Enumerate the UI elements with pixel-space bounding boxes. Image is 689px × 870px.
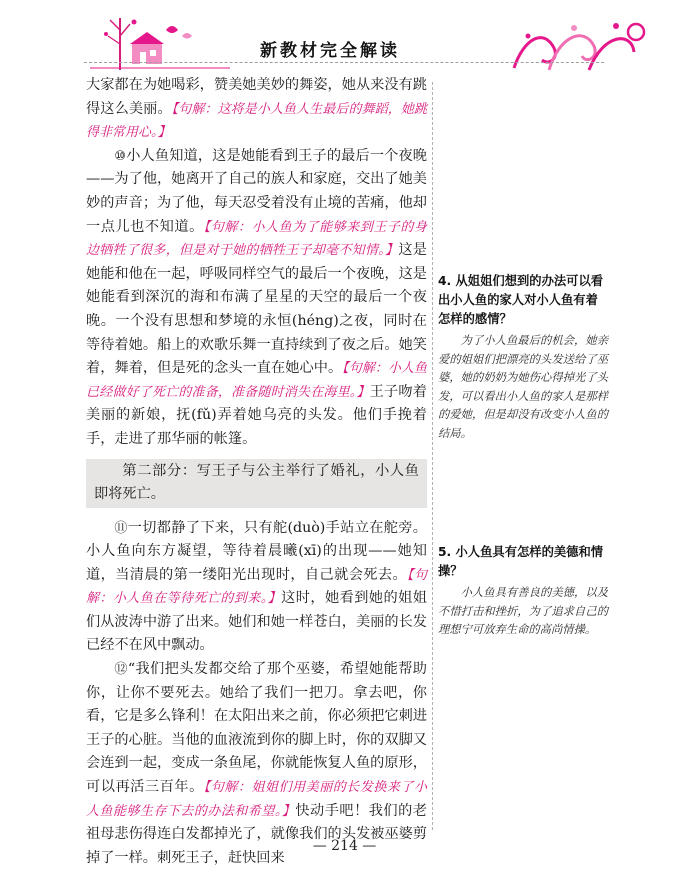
- paragraph-number: ⑪: [114, 520, 128, 536]
- question-text: 4. 从姐姐们想到的办法可以看出小人鱼的家人对小人鱼有着怎样的感情？: [438, 274, 604, 326]
- castle-tree-decoration-icon: [90, 10, 230, 70]
- page-number: — 214 —: [312, 838, 377, 854]
- sentence-annotation: 【句解：小人鱼已经做好了死亡的准备，准备随时消失在海里。】: [86, 361, 427, 400]
- header-divider: [84, 62, 604, 63]
- question-4: [438, 272, 608, 443]
- sentence-annotation: 【句解：这将是小人鱼人生最后的舞蹈，她跳得非常用心。】: [86, 101, 427, 141]
- main-text-column: [86, 74, 427, 870]
- paragraph: ⑫“我们把头发都交给了那个巫婆，希望她能帮助你，让你不要死去。她给了我们一把刀。拿去吧，你看，它是多么锋利！在太阳出来之前，你必须把它刺进王子的心脏。当他的血液流到你的脚上时，你的双脚又会连到一起，变成一条鱼尾，你就能恢复人鱼的原形，可以再活三百年。【句解：姐姐们用美丽的长发换来了小人鱼能够生存下去的办法和希望。】快动手吧！我们的老祖母悲伤得连白发都掉光了，就像我们的头发被巫婆剪掉了一样。刺死王子，赶快回来: [86, 661, 427, 866]
- answer-text: 小人鱼具有善良的美德，以及不惜打击和挫折，为了追求自己的理想宁可放弃生命的高尚情操。: [438, 586, 608, 636]
- question-text: 5. 小人鱼具有怎样的美德和情操？: [438, 545, 604, 578]
- header-title: 新教材完全解读: [260, 41, 400, 61]
- sentence-annotation: 【句解：姐姐们用美丽的长发换来了小人鱼能够生存下去的办法和希望。】: [86, 780, 427, 819]
- paragraph: ⑩小人鱼知道，这是她能看到王子的最后一个夜晚——为了他，她离开了自己的族人和家庭，交出了她美妙的声音；为了他，每天忍受着没有止境的苦痛，他却一点儿也不知道。【句解：小人鱼为了能够来到王子的身边牺牲了很多，但是对于她的牺牲王子却毫不知情。】这是她能和他在一起，呼吸同样空气的最后一个夜晚，这是她能看到深沉的海和布满了星星的天空的最后一个夜晚。一个没有思想和梦境的永恒(héng)之夜，同时在等待着她。船上的欢歌乐舞一直持续到了夜之后。她笑着，舞着，但是死的念头一直在她心中。【句解：小人鱼已经做好了死亡的准备，准备随时消失在海里。】王子吻着美丽的新娘，抚(fǔ)弄着她乌亮的头发。他们手挽着手，走进了那华丽的帐篷。: [86, 147, 427, 447]
- paragraph: ⑪一切都静了下来，只有舵(duò)手站立在舵旁。小人鱼向东方凝望，等待着晨曦(xī)的出现——她知道，当清晨的第一缕阳光出现时，自己就会死去。【句解：小人鱼在等待死亡的到来。】这时，她看到她的姐姐们从波涛中游了出来。她们和她一样苍白，美丽的长发已经不在风中飘动。: [86, 519, 427, 654]
- section-summary-box: 第二部分：写王子与公主举行了婚礼，小人鱼即将死亡。: [86, 459, 427, 508]
- paragraph-number: ⑩: [114, 148, 127, 164]
- paragraph-number: ⑫: [114, 662, 128, 678]
- column-divider: [432, 82, 433, 830]
- sentence-annotation: 【句解：小人鱼在等待死亡的到来。】: [86, 567, 427, 607]
- question-5: [438, 543, 608, 640]
- paragraph: 大家都在为她喝彩，赞美她美妙的舞姿，她从来没有跳得这么美丽。【句解：这将是小人鱼人生最后的舞蹈，她跳得非常用心。】: [86, 77, 427, 141]
- answer-text: 为了小人鱼最后的机会，她亲爱的姐姐们把漂亮的头发送给了巫婆，她的奶奶为她伤心得掉光了头发，可以看出小人鱼的家人是那样的爱她，但是却没有改变小人鱼的结局。: [438, 334, 608, 440]
- plant-decoration-icon: [504, 18, 654, 73]
- sentence-annotation: 【句解：小人鱼为了能够来到王子的身边牺牲了很多，但是对于她的牺牲王子却毫不知情。】: [86, 219, 427, 259]
- page-header: [0, 0, 689, 80]
